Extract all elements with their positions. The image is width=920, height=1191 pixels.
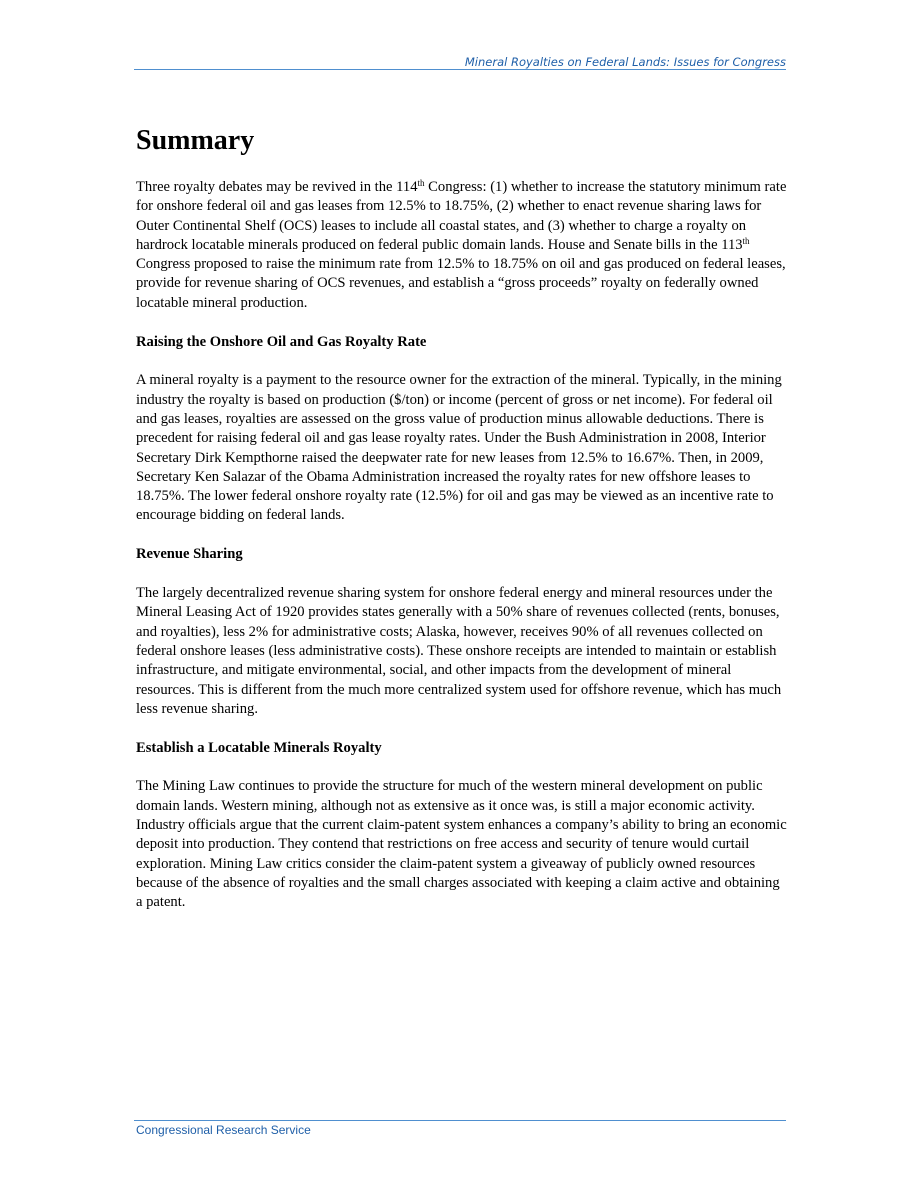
intro-text-part-3: Congress proposed to raise the minimum rate from 12.5% to 18.75% on oil and gas produced on federal leases, provide for revenue sharing of OCS revenues, and establish a “gross proceeds” royalty on federally owned locatable mineral production. xyxy=(136,256,786,311)
footer-rule xyxy=(134,1120,786,1121)
summary-intro-paragraph xyxy=(136,178,788,313)
ordinal-superscript-113th: th xyxy=(742,235,750,246)
page-content xyxy=(136,124,788,932)
ordinal-superscript-114th: th xyxy=(417,178,425,188)
intro-text-part-2: Congress: (1) whether to increase the statutory minimum rate for onshore federal oil and gas leases from 12.5% to 18.75%, (2) whether to enact revenue sharing laws for Outer Continental Shelf (OCS) leases to include all coastal states, and (3) whether to charge a royalty on hardrock locatable minerals produced on federal public domain lands. House and Senate bills in the 113 xyxy=(136,179,787,253)
header-rule xyxy=(134,69,786,70)
footer-publisher: Congressional Research Service xyxy=(136,1123,311,1137)
page-title: Summary xyxy=(136,125,255,156)
section-heading-locatable-minerals: Establish a Locatable Minerals Royalty xyxy=(136,739,382,756)
section-paragraph-royalty-rate: A mineral royalty is a payment to the resource owner for the extraction of the mineral. Typically, in the mining industry the royalty is based on production ($/ton) or income (percent of gross or net income). For federal oil and gas leases, royalties are assessed on the gross value of production minus allowable deductions. There is precedent for raising federal oil and gas lease royalty rates. Under the Bush Administration in 2008, Interior Secretary Dirk Kempthorne raised the deepwater rate for new leases from 12.5% to 16.67%. Then, in 2009, Secretary Ken Salazar of the Obama Administration increased the royalty rates for new offshore leases to 18.75%. The lower federal onshore royalty rate (12.5%) for oil and gas may be viewed as an incentive rate to encourage bidding on federal lands. xyxy=(136,372,782,524)
section-paragraph-locatable-minerals: The Mining Law continues to provide the structure for much of the western mineral development on public domain lands. Western mining, although not as extensive as it once was, is still a major economic activity. Industry officials argue that the current claim-patent system enhances a company’s ability to bring an economic deposit into production. They contend that restrictions on free access and security of tenure would curtail exploration. Mining Law critics consider the claim-patent system a giveaway of publicly owned resources because of the absence of royalties and the small charges associated with keeping a claim active and obtaining a patent. xyxy=(136,778,787,911)
running-header-title: Mineral Royalties on Federal Lands: Issues for Congress xyxy=(464,55,786,69)
section-heading-royalty-rate: Raising the Onshore Oil and Gas Royalty Rate xyxy=(136,333,427,350)
section-heading-revenue-sharing: Revenue Sharing xyxy=(136,546,243,563)
section-paragraph-revenue-sharing: The largely decentralized revenue sharing system for onshore federal energy and mineral resources under the Mineral Leasing Act of 1920 provides states generally with a 50% share of revenues collected (rents, bonuses, and royalties), less 2% for administrative costs; Alaska, however, receives 90% of all revenues collected on federal onshore leases (less administrative costs). These onshore receipts are intended to maintain or establish infrastructure, and mitigate environmental, social, and other impacts from the development of mineral resources. This is different from the much more centralized system used for offshore revenue, which has much less revenue sharing. xyxy=(136,585,782,717)
intro-text-part-1: Three royalty debates may be revived in the 114 xyxy=(136,179,418,195)
